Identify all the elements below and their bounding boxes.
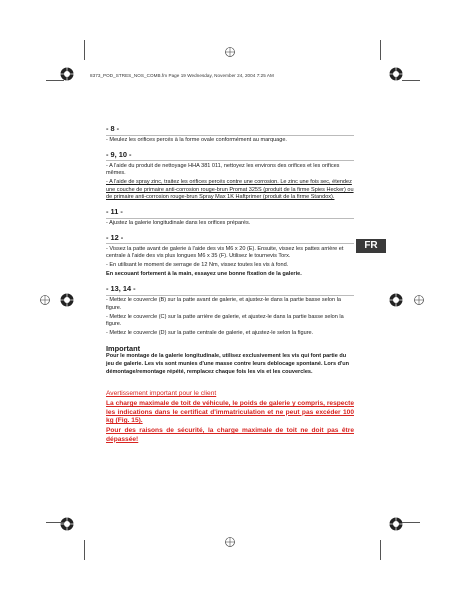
section-12 xyxy=(106,233,354,279)
section-13-14 xyxy=(106,284,354,338)
warning-title: Avertissement important pour le client xyxy=(106,390,217,398)
registration-mark-right-mid-icon xyxy=(389,293,403,307)
section-title: - 11 - xyxy=(106,207,123,217)
language-tab-fr: FR xyxy=(356,239,386,253)
crop-mark xyxy=(402,80,420,81)
paragraph: - Ajustez la galerie longitudinale dans les orifices préparés. xyxy=(106,220,251,227)
paragraph: - A l'aide du produit de nettoyage HHA 381 011, nettoyez les environs des orifices et les orifices mêmes. xyxy=(106,162,340,177)
registration-mark-bottom-right-icon xyxy=(389,517,403,531)
section-title: - 8 - xyxy=(106,124,120,133)
section-9-10 xyxy=(106,150,354,202)
print-header: 8373_POD_STRES_NOS_COMB.fm Page 19 Wednesday, November 24, 2004 7:25 AM xyxy=(90,73,274,78)
warning-line: La charge maximale de toit de véhicule, le poids de galerie y compris, respecte les indications dans le certificat d'immatriculation et ne peut pas excéder 100 kg (Fig. 15). xyxy=(106,400,354,425)
registration-mark-left-small-icon xyxy=(40,295,50,305)
paragraph: - Mettez le couvercle (D) sur la patte centrale de galerie, et ajustez-le selon la figure. xyxy=(106,330,314,337)
registration-mark-bottom-left-icon xyxy=(60,517,74,531)
registration-mark-top-left-icon xyxy=(60,67,74,81)
paragraph: - Mettez le couvercle (B) sur la patte avant de galerie, et ajustez-le dans la partie basse selon la figure. xyxy=(106,297,341,311)
paragraph-bold: En secouant fortement à la main, essayez une bonne fixation de la galerie. xyxy=(106,271,302,278)
section-title: - 12 - xyxy=(106,232,124,242)
divider xyxy=(106,243,354,244)
paragraph: - En utilisant le moment de serrage de 12 Nm, vissez toutes les vis à fond. xyxy=(106,262,289,269)
section-8 xyxy=(106,124,354,145)
warning-block xyxy=(106,390,354,444)
crop-mark xyxy=(84,40,85,60)
paragraph: - Meulez les orifices percés à la forme ovale conformément au marquage. xyxy=(106,137,287,143)
main-content xyxy=(106,124,354,444)
divider xyxy=(106,295,354,296)
registration-mark-left-mid-icon xyxy=(60,293,74,307)
section-title: - 9, 10 - xyxy=(106,149,132,159)
crop-mark xyxy=(380,40,381,60)
crop-mark xyxy=(380,540,381,560)
registration-mark-top-center-icon xyxy=(225,47,235,57)
crop-mark xyxy=(402,522,420,523)
warning-line: Pour des raisons de sécurité, la charge maximale de toit ne doit pas être dépassée! xyxy=(106,427,354,443)
section-11 xyxy=(106,207,354,228)
divider xyxy=(106,135,354,136)
paragraph: - Mettez le couvercle (C) sur la patte arrière de galerie, et ajustez-le dans la partie basse selon la figure. xyxy=(106,313,344,328)
divider xyxy=(106,160,354,161)
registration-mark-top-right-icon xyxy=(389,67,403,81)
crop-mark xyxy=(46,522,64,523)
paragraph-underlined: - A l'aide de spray zinc, traitez les orifices percés contre une corrosion. Le zinc une fois sec, étendez une couche de primaire anti-corrosion rouge-brun Promat 325S (produit de la firme Spies Hecker) ou de primaire anti-corrosion rouge-brun Spray Max 1K Haftprimer (produit de la firme Standox). xyxy=(106,179,354,201)
section-title: - 13, 14 - xyxy=(106,284,136,294)
important-block xyxy=(106,344,354,376)
registration-mark-bottom-center-icon xyxy=(225,537,235,547)
paragraph: - Vissez la patte avant de galerie à l'aide des vis M6 x 20 (E). Ensuite, vissez les pattes arrière et centrale à l'aide des vis plus longues M6 x 35 (F). Utilisez le tournevis Torx. xyxy=(106,245,344,260)
important-body: Pour le montage de la galerie longitudinale, utilisez exclusivement les vis qui font partie du jeu de galerie. Les vis sont munies d'une masse contre leurs deblocage spontané. Lors d'un démontage/remontage répété, remplacez chaque fois les vis et les couvercles. xyxy=(106,353,350,375)
registration-mark-right-small-icon xyxy=(414,295,424,305)
divider xyxy=(106,218,354,219)
important-title: Important xyxy=(106,344,141,353)
crop-mark xyxy=(84,540,85,560)
crop-mark xyxy=(46,80,64,81)
